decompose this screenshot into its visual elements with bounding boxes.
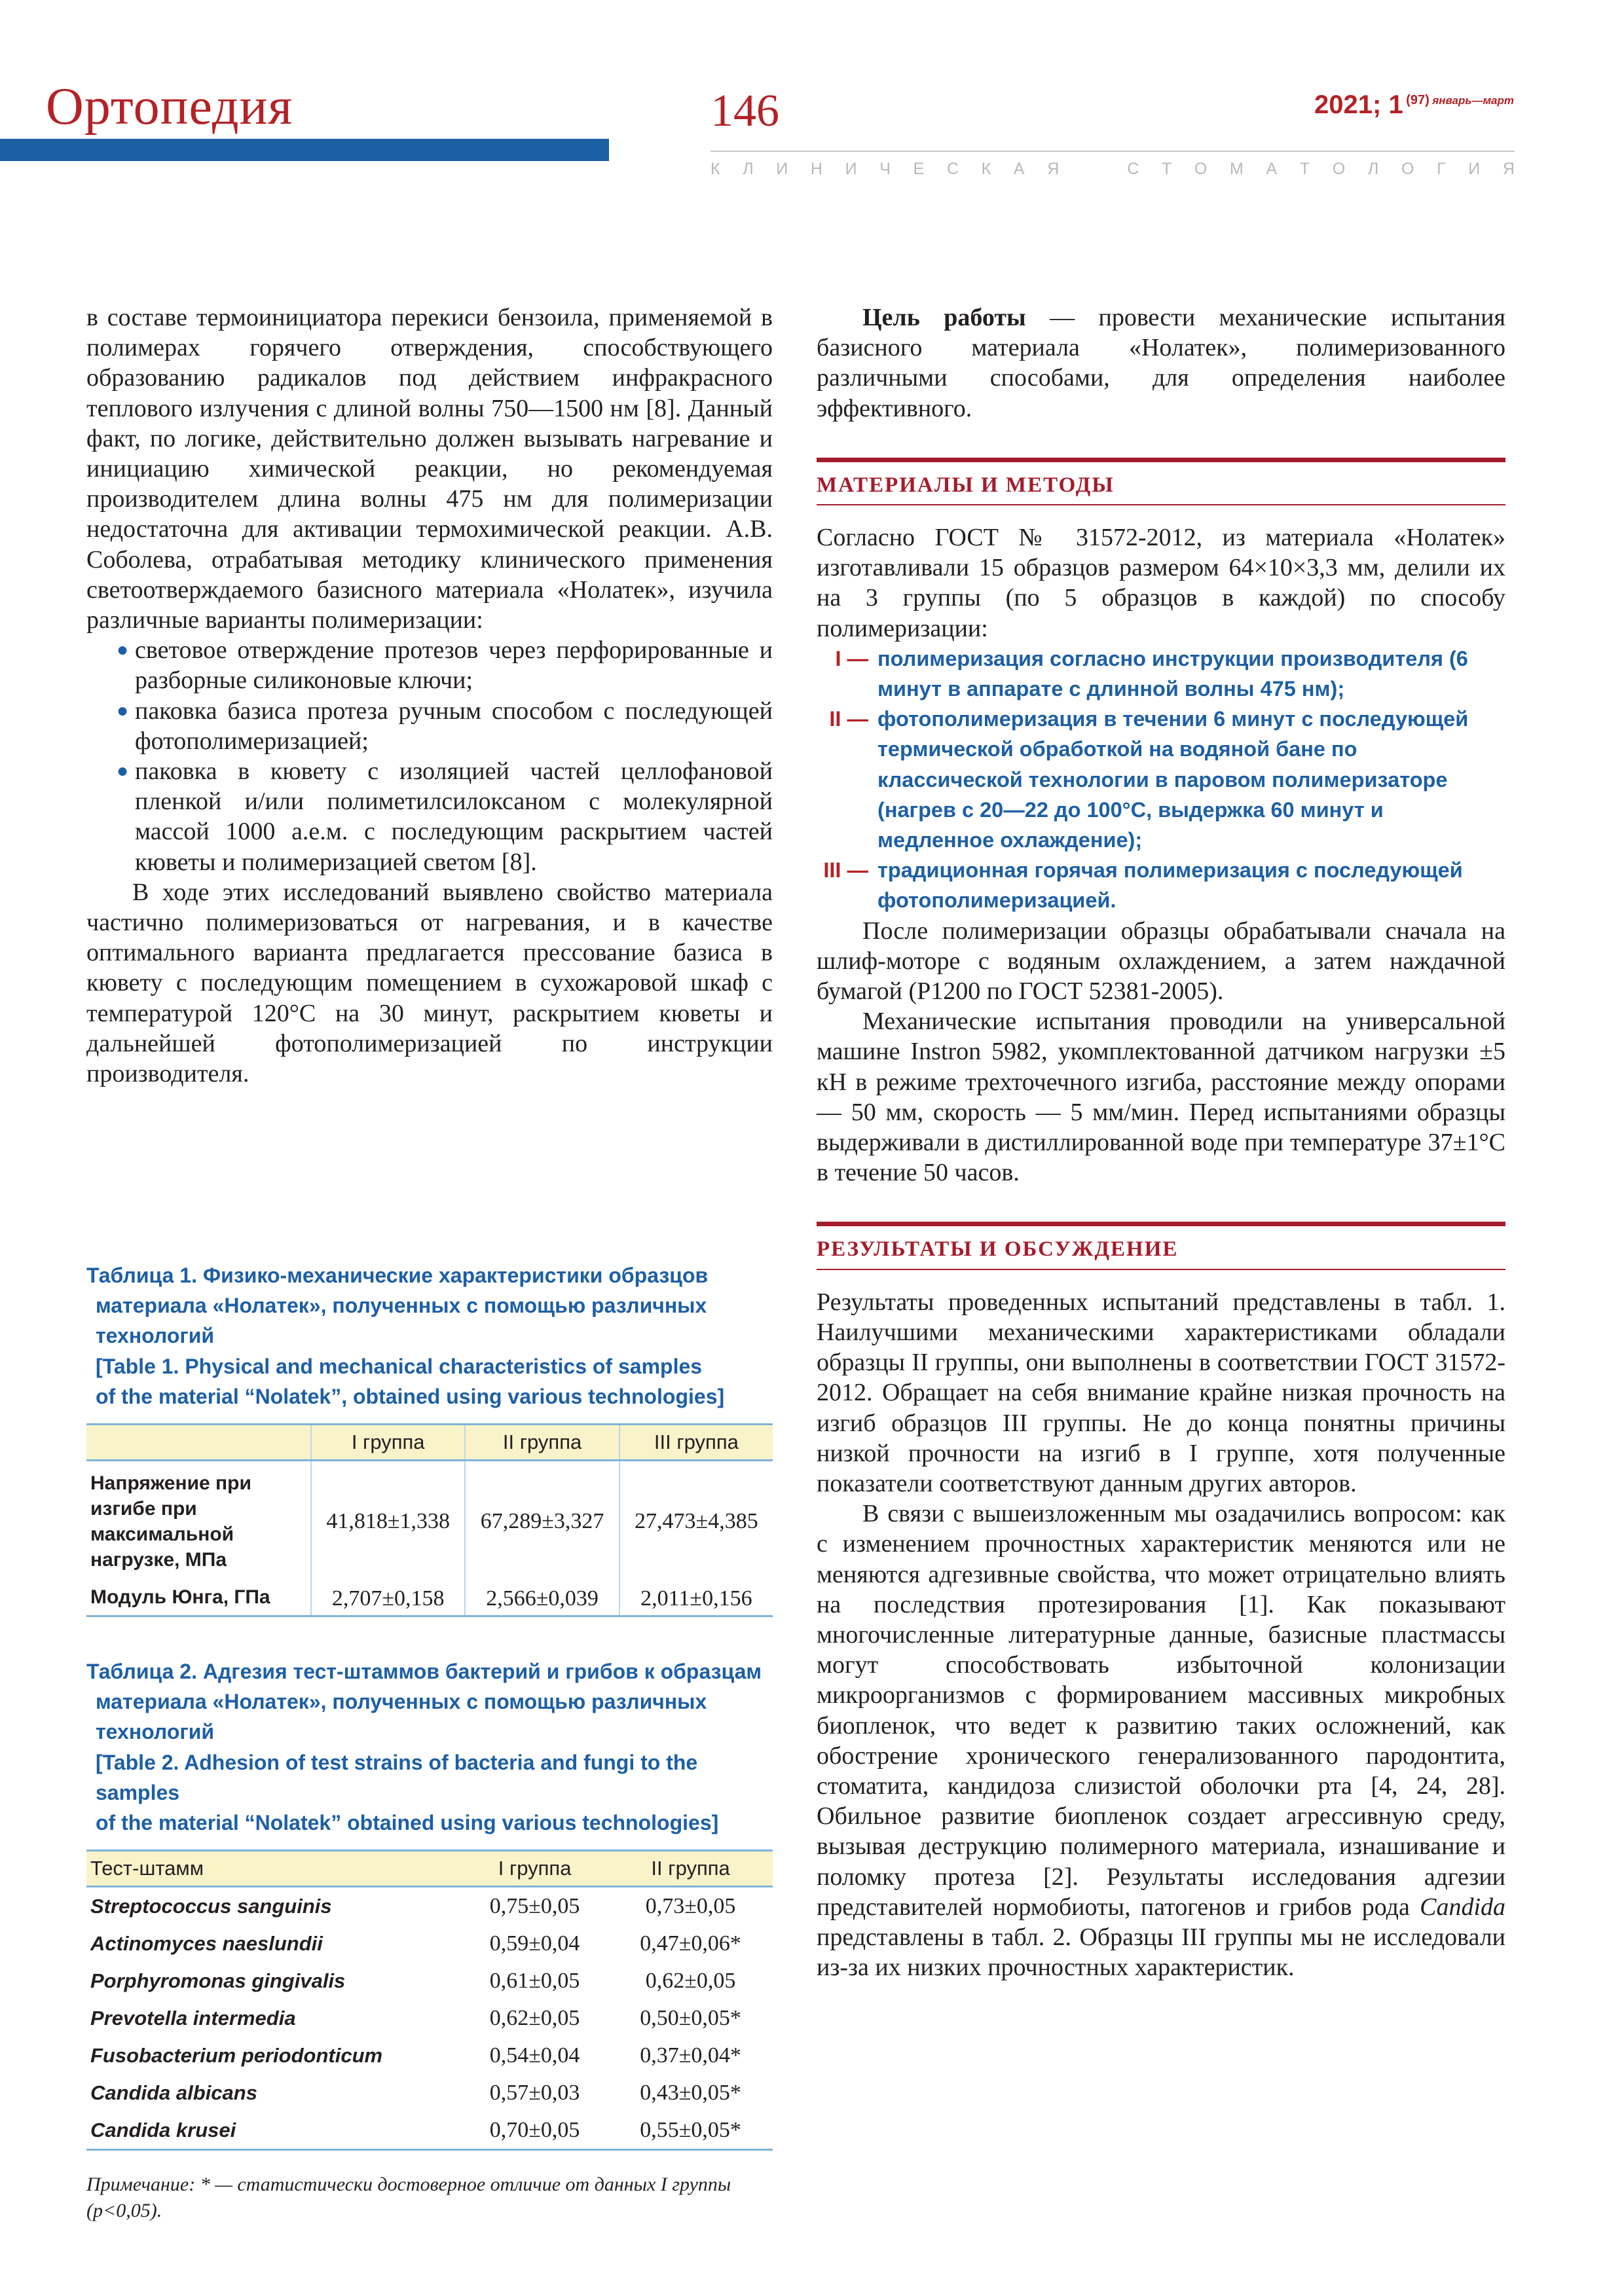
methods-paragraph: После полимеризации образцы обрабатывали сначала на шлиф-моторе с водяным охлаждением, а затем наждачной бумагой (Р1200 по ГОСТ 52381-2005). — [817, 917, 1505, 1006]
journal-name: К Л И Н И Ч Е С К А Я С Т О М А Т О Л О Г И Я — [710, 160, 1515, 178]
table-2-caption: Таблица 2. Адгезия тест-штаммов бактерий и грибов к образцам материала «Нолатек», полученных с помощью различных технологий [Table 2. Adhesion of test strains of bacteria and fungi to the samples of the material “Nolatek” obtained using various technologies] — [86, 1660, 762, 1835]
aim-paragraph: Цель работы — провести механические испытания базисного материала «Нолатек», полимеризованного различными способами, для определения наиболее эффективного. — [817, 304, 1505, 422]
issue-number: (97) — [1406, 93, 1430, 107]
table-row: Fusobacterium periodonticum 0,54±0,04 0,37±0,04* — [90, 2043, 741, 2068]
issue-period: январь—март — [1432, 94, 1514, 107]
column-header: II группа — [465, 1425, 619, 1461]
table-header-row — [86, 1851, 773, 1887]
left-column — [86, 302, 773, 1089]
column-header: I группа — [461, 1851, 608, 1887]
results-paragraph: Результаты проведенных испытаний представлены в табл. 1. Наилучшими механическими характеристиками обладали образцы II группы, они выполнены в соответствии ГОСТ 31572-2012. Обращает на себя внимание крайне низкая прочность на изгиб образцов III группы. Не до конца понятны причины низкой прочности на изгиб в I группе, хотя полученные показатели соответствуют данным других авторов. — [817, 1288, 1505, 1497]
header-accent-bar — [0, 139, 609, 161]
bullet-icon: ● — [117, 639, 129, 661]
table-row: Напряжение при изгибе при максимальной нагрузке, МПа 41,818±1,338 67,289±3,327 27,473±4,385 — [86, 1461, 773, 1582]
column-header: II группа — [608, 1851, 773, 1887]
column-header: III группа — [619, 1425, 773, 1461]
table-1-caption: Таблица 1. Физико-механические характеристики образцов материала «Нолатек», полученных с помощью различных технологий [Table 1. Physical and mechanical characteristics of samples of the material “Nolatek”, obtained using various technologies] — [86, 1264, 725, 1408]
table-2 — [86, 1850, 773, 2151]
bullet-icon: ● — [117, 760, 129, 782]
table-row: Streptococcus sanguinis 0,75±0,05 0,73±0,05 — [90, 1893, 736, 1918]
list-item: III — традиционная горячая полимеризация с последующей фотополимеризацией. — [823, 858, 1463, 913]
list-item: ● паковка в кювету с изоляцией частей целлофановой пленкой и/или полиметилсилоксаном с молекулярной массой 1000 а.е.м. с последующим раскрытием частей кюветы и полимеризацией светом [8]. — [117, 757, 773, 876]
methods-heading: МАТЕРИАЛЫ И МЕТОДЫ — [817, 458, 1505, 505]
issue-year: 2021; 1 — [1314, 90, 1403, 119]
table-row: Candida albicans 0,57±0,03 0,43±0,05* — [90, 2080, 741, 2105]
methods-intro: Согласно ГОСТ № 31572-2012, из материала «Нолатек» изготавливали 15 образцов размером 64×10×3,3 мм, делили их на 3 группы (по 5 образцов в каждой) по способу полимеризации: — [817, 524, 1505, 642]
table-header-row — [86, 1425, 773, 1461]
bullet-icon: ● — [117, 699, 129, 721]
table-2-block — [86, 1656, 773, 2224]
right-column — [817, 302, 1505, 1982]
header-rule — [710, 151, 1515, 152]
methods-paragraph: Механические испытания проводили на универсальной машине Instron 5982, укомплектованной датчиком нагрузки ±5 кН в режиме трехточечного изгиба, расстояние между опорами — 50 мм, скорость — 5 мм/мин. Перед испытаниями образцы выдерживали в дистиллированной воде при температуре 37±1°С в течение 50 часов. — [817, 1008, 1505, 1187]
table-row: Модуль Юнга, ГПа 2,707±0,158 2,566±0,039 2,011±0,156 — [86, 1582, 773, 1616]
genus-candida: Candida — [1420, 1893, 1505, 1921]
conclusion-paragraph: В ходе этих исследований выявлено свойство материала частично полимеризоваться от нагревания, и в качестве оптимального варианта предлагается прессование базиса в кювету с последующим помещением в сухожаровой шкаф с температурой 120°С на 30 минут, раскрытием кюветы и дальнейшей фотополимеризацией по инструкции производителя. — [86, 878, 773, 1088]
column-header: I группа — [311, 1425, 465, 1461]
table-row: Candida krusei 0,70±0,05 0,55±0,05* — [86, 2111, 773, 2150]
results-paragraph: В связи с вышеизложенным мы озадачились вопросом: как с изменением прочностных характеристик меняются или не меняются адгезивные свойства, что может отрицательно влиять на последствия протезирования [1]. Как показывают многочисленные литературные данные, базисные пластмассы могут способствовать избыточной колонизации микроорганизмов с формированием массивных микробных биопленок, что ведет к развитию таких осложнений, как обострение хронического генерализованного пародонтита, стоматита, кандидоза слизистой оболочки рта [4, 24, 28]. Обильное развитие биопленок создает агрессивную среду, вызывая деструкцию полимерного материала, изнашивание и поломку протеза [2]. Результаты исследования адгезии представителей нормобиоты, патогенов и грибов рода Candida представлены в табл. 2. Образцы III группы мы не исследовали из-за их низких прочностных характеристик. — [817, 1500, 1505, 1982]
list-item: I — полимеризация согласно инструкции производителя (6 минут в аппарате с длинной волны 475 нм); — [835, 646, 1468, 701]
table-1 — [86, 1423, 773, 1617]
list-item: ● паковка базиса протеза ручным способом с последующей фотополимеризацией; — [117, 697, 773, 755]
table-row: Prevotella intermedia 0,62±0,05 0,50±0,05* — [90, 2005, 741, 2030]
table-1-block — [86, 1260, 773, 1617]
page-number: 146 — [710, 86, 779, 136]
list-item: ● световое отверждение протезов через перфорированные и разборные силиконовые ключи; — [117, 636, 773, 695]
aim-label: Цель работы — [862, 304, 1026, 331]
intro-paragraph: в составе термоинициатора перекиси бензоила, применяемой в полимерах горячего отверждения, способствующего образованию радикалов под действием инфракрасного теплового излучения с длиной волны 750—1500 нм [8]. Данный факт, по логике, действительно должен вызывать нагревание и инициацию химической реакции, но рекомендуемая производителем длина волны 475 нм для полимеризации недостаточна для активации термохимической реакции. А.В. Соболева, отрабатывая методику клинического применения светоотверждаемого базисного материала «Нолатек», изучила различные варианты полимеризации: — [86, 304, 773, 634]
table-row: Porphyromonas gingivalis 0,61±0,05 0,62±0,05 — [90, 1968, 736, 1993]
polymerization-variants-list — [86, 635, 773, 877]
column-header: Тест-штамм — [86, 1851, 461, 1887]
issue-info — [1314, 90, 1514, 120]
section-title: Ортопедия — [46, 78, 293, 136]
table-2-note: Примечание: * — статистически достоверное отличие от данных I группы (p<0,05). — [86, 2174, 731, 2222]
groups-list — [817, 644, 1505, 916]
table-row: Actinomyces naeslundii 0,59±0,04 0,47±0,06* — [90, 1931, 741, 1956]
list-item: II — фотополимеризация в течении 6 минут с последующей термической обработкой на водяной бане по классической технологии в паровом полимеризаторе (нагрев с 20—22 до 100°С, выдержка 60 минут и медленное охлаждение); — [829, 707, 1469, 852]
results-heading: РЕЗУЛЬТАТЫ И ОБСУЖДЕНИЕ — [817, 1222, 1505, 1269]
